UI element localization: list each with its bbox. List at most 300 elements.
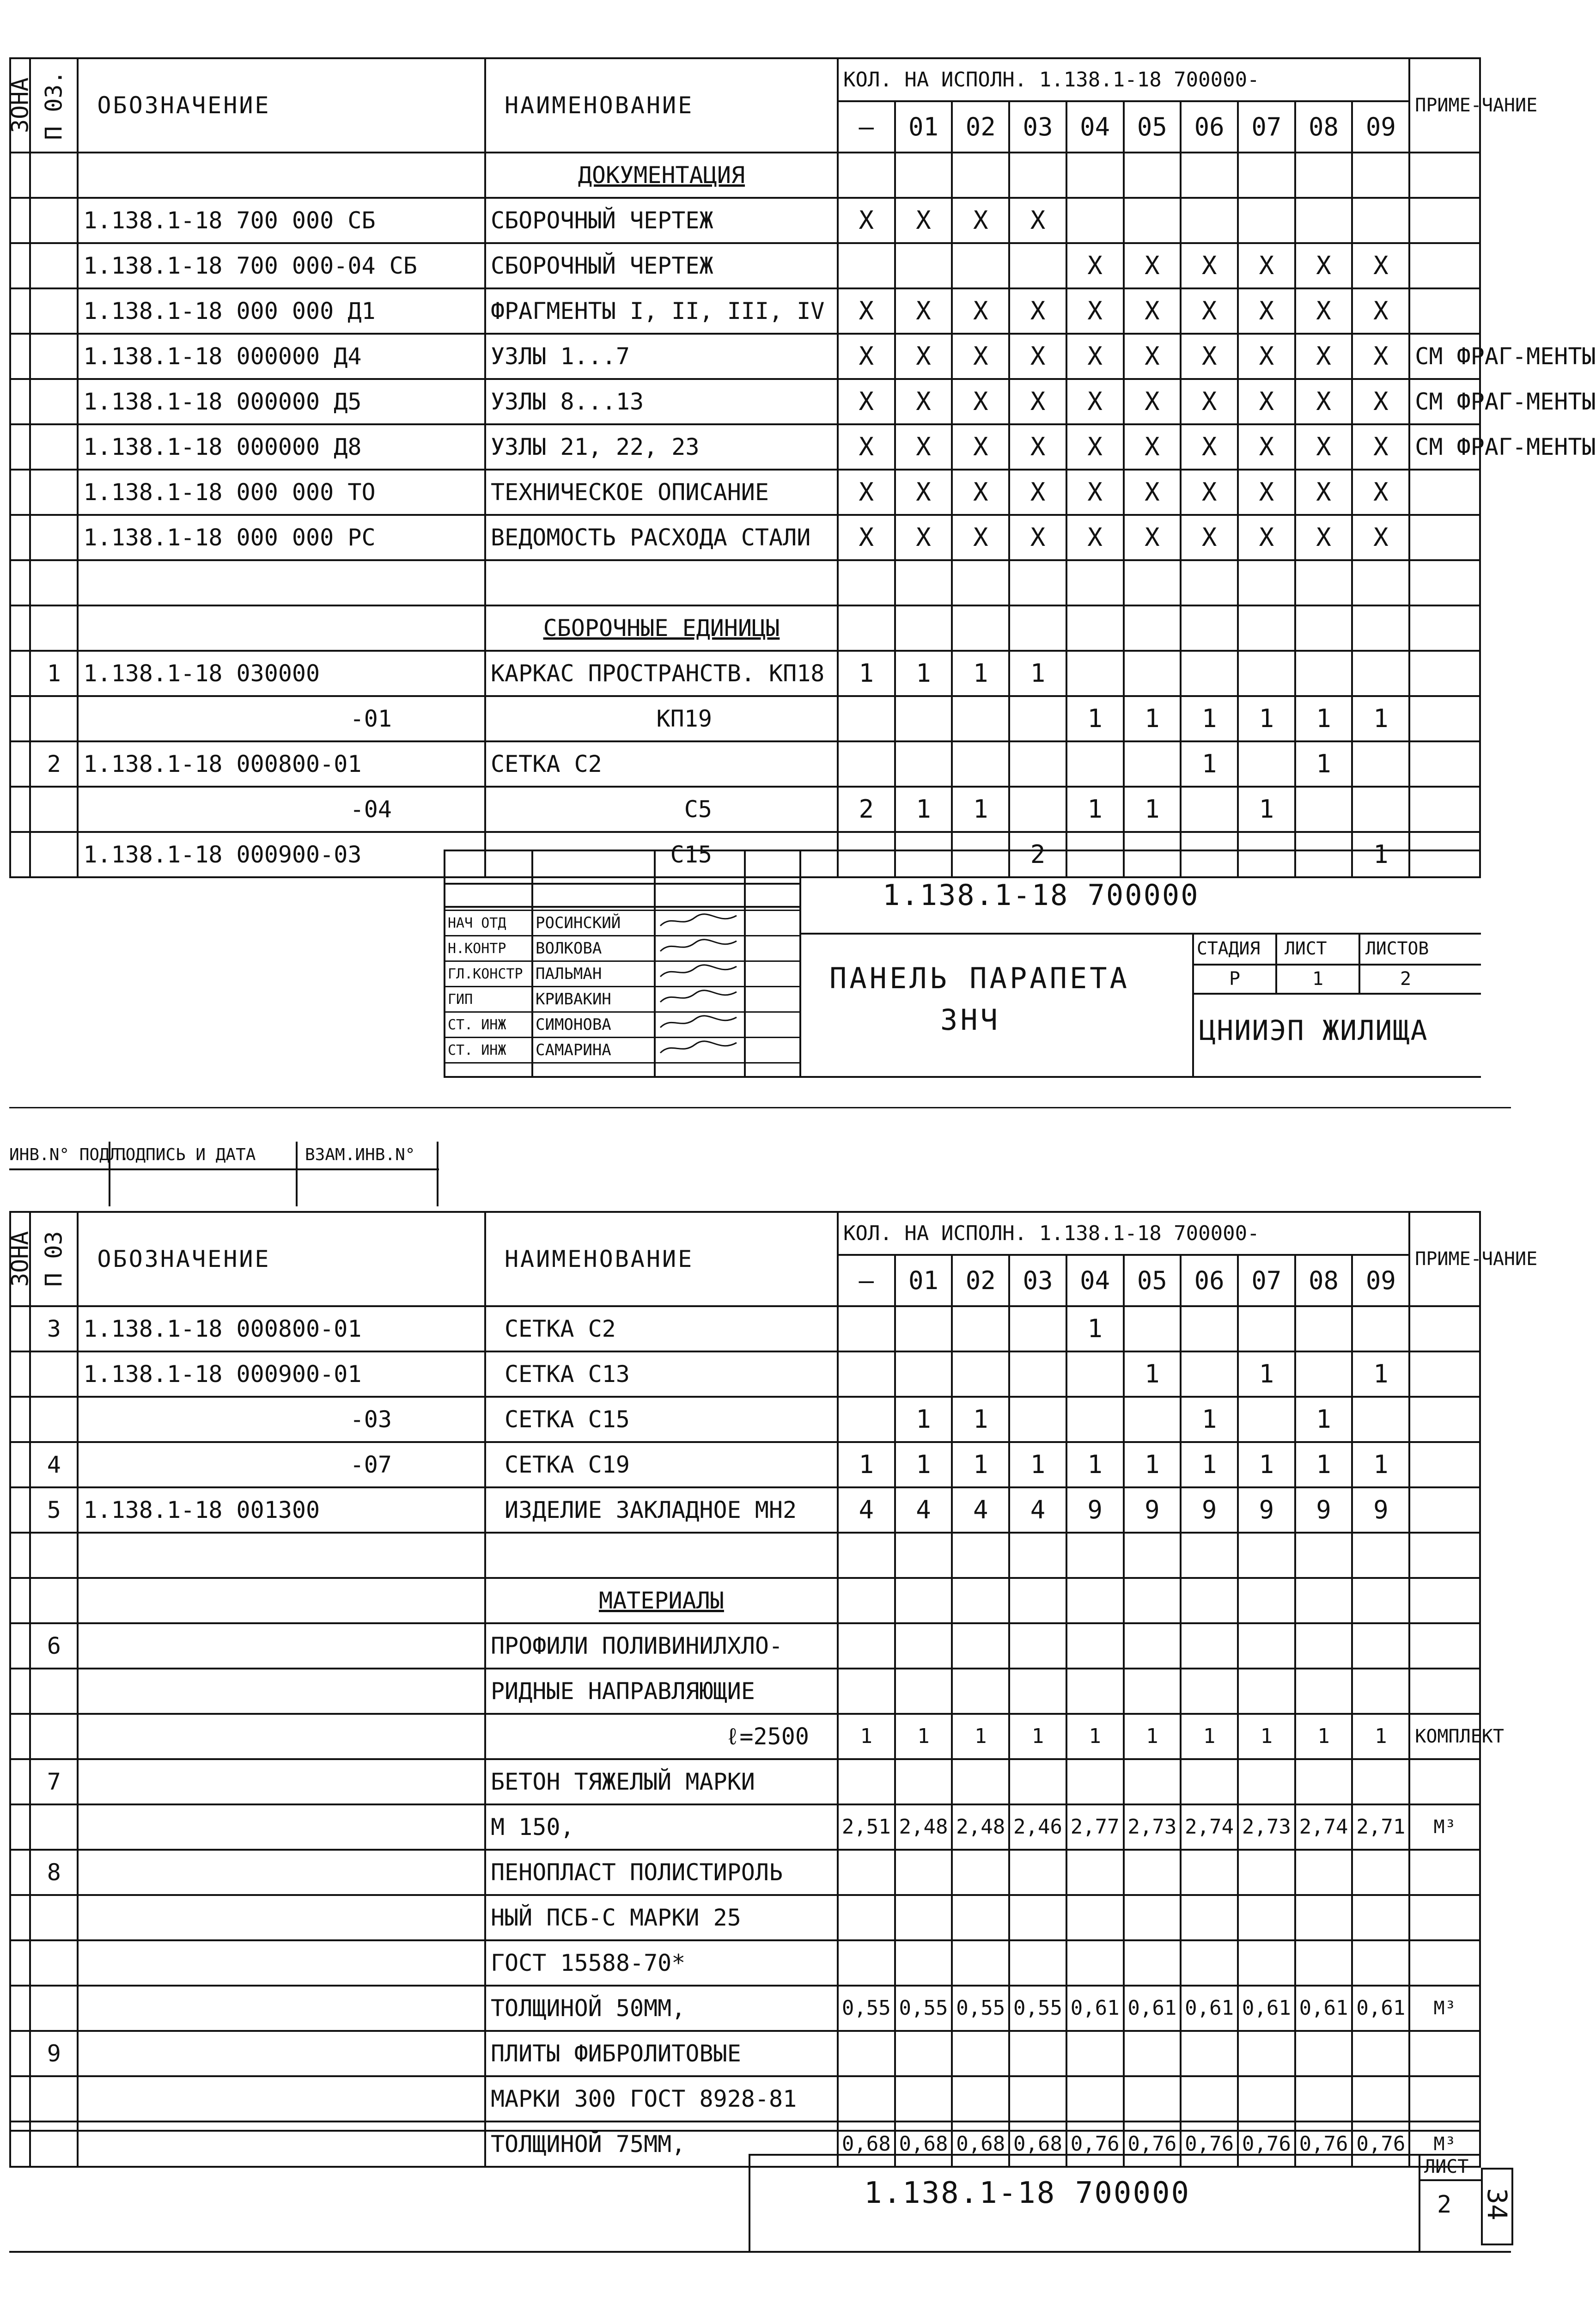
qty-cell: 0,61: [1066, 1986, 1124, 2031]
note-cell: [1409, 1397, 1480, 1442]
cell: [10, 1669, 30, 1714]
name-cell: ГОСТ 15588-70*: [485, 1940, 838, 1986]
staff-name: ВОЛКОВА: [532, 936, 655, 961]
qty-cell: [1124, 1759, 1181, 1804]
header-row: [10, 1212, 1480, 1255]
qty-cell: [1295, 1306, 1352, 1351]
qty-cell: X: [895, 198, 952, 243]
qty-cell: X: [1238, 424, 1295, 470]
staff-role: ГИП: [445, 987, 532, 1012]
qty-cell: [1238, 1850, 1295, 1895]
qty-cell: 1: [952, 1442, 1009, 1487]
cell: [838, 1578, 895, 1623]
qty-cell: 1: [895, 787, 952, 832]
qty-cell: 0,76: [1238, 2121, 1295, 2167]
qty-cell: X: [895, 515, 952, 560]
qty-cell: [1009, 1397, 1066, 1442]
qty-cell: [952, 2076, 1009, 2121]
table-row: [10, 1669, 1480, 1714]
cell: [1066, 1533, 1124, 1578]
note-cell: [1409, 1895, 1480, 1940]
name-cell: ИЗДЕЛИЕ ЗАКЛАДНОЕ МН2: [485, 1487, 838, 1533]
note-cell: [1409, 1623, 1480, 1669]
qty-cell: [895, 1306, 952, 1351]
variant-header: 08: [1295, 1255, 1352, 1306]
name-cell: СБОРОЧНЫЙ ЧЕРТЕЖ: [485, 243, 838, 288]
cell: [1124, 1578, 1181, 1623]
qty-cell: [838, 1623, 895, 1669]
qty-cell: X: [1181, 379, 1238, 424]
qty-cell: 0,76: [1295, 2121, 1352, 2167]
qty-cell: 1: [1181, 696, 1238, 741]
qty-cell: 0,61: [1238, 1986, 1295, 2031]
pos-cell: 7: [30, 1759, 78, 1804]
title-name-line2: ЗНЧ: [940, 1003, 1000, 1037]
variant-header: 07: [1238, 1255, 1295, 1306]
note-cell: [1409, 1351, 1480, 1397]
qty-cell: 1: [1295, 741, 1352, 787]
cell: [78, 1986, 485, 2031]
staff-role: Н.КОНТР: [445, 936, 532, 961]
variant-header: 05: [1124, 101, 1181, 153]
qty-cell: [1181, 1306, 1238, 1351]
cell: [10, 1850, 30, 1895]
table-row: [10, 1986, 1480, 2031]
qty-cell: 1: [838, 1714, 895, 1759]
cell: [10, 1895, 30, 1940]
qty-cell: [1295, 2076, 1352, 2121]
qty-cell: [838, 1397, 895, 1442]
note-header: ПРИМЕ-ЧАНИЕ: [1409, 58, 1480, 153]
cell: [952, 1578, 1009, 1623]
cell: [78, 1533, 485, 1578]
table-row: [10, 2076, 1480, 2121]
stamp-sign-label: ПОДПИСЬ И ДАТА: [116, 1145, 256, 1164]
variant-header: —: [838, 1255, 895, 1306]
qty-cell: [952, 1623, 1009, 1669]
qty-cell: [838, 1669, 895, 1714]
cell: [1066, 1578, 1124, 1623]
qty-cell: 4: [895, 1487, 952, 1533]
note-cell: СМ ФРАГ-МЕНТЫ: [1409, 379, 1480, 424]
name-cell: РИДНЫЕ НАПРАВЛЯЮЩИЕ: [485, 1669, 838, 1714]
qty-cell: X: [952, 470, 1009, 515]
variant-header: 09: [1352, 101, 1409, 153]
qty-cell: [1009, 1351, 1066, 1397]
qty-cell: X: [1066, 288, 1124, 334]
footer-sheet-label: ЛИСТ: [1424, 2156, 1469, 2177]
note-cell: М³: [1409, 2121, 1480, 2167]
staff-name: КРИВАКИН: [532, 987, 655, 1012]
qty-cell: X: [1181, 288, 1238, 334]
note-cell: [1409, 1442, 1480, 1487]
pos-cell: 4: [30, 1442, 78, 1487]
qty-cell: 1: [952, 651, 1009, 696]
name-cell: ФРАГМЕНТЫ I, II, III, IV: [485, 288, 838, 334]
cell: [1409, 1578, 1480, 1623]
designation-cell: 1.138.1-18 001300: [78, 1487, 485, 1533]
qty-cell: X: [1352, 470, 1409, 515]
cell: [10, 2121, 30, 2167]
qty-cell: [1295, 1623, 1352, 1669]
qty-cell: [1181, 1759, 1238, 1804]
qty-cell: [895, 1850, 952, 1895]
zone-cell: [10, 1306, 30, 1351]
qty-cell: 2,71: [1352, 1804, 1409, 1850]
qty-cell: 0,68: [952, 2121, 1009, 2167]
qty-cell: [895, 1623, 952, 1669]
qty-cell: X: [1352, 424, 1409, 470]
qty-cell: [1124, 1623, 1181, 1669]
qty-cell: [1124, 1669, 1181, 1714]
staff-role: СТ. ИНЖ: [445, 1012, 532, 1038]
designation-cell: 1.138.1-18 000000 Д4: [78, 334, 485, 379]
stamp-inv-label: ИНВ.N° ПОДЛ.: [9, 1145, 130, 1164]
qty-cell: [1181, 1623, 1238, 1669]
qty-cell: [838, 1306, 895, 1351]
qty-cell: [1238, 2076, 1295, 2121]
qty-cell: [838, 2031, 895, 2076]
qty-cell: 1: [1066, 1306, 1124, 1351]
note-cell: [1409, 1850, 1480, 1895]
qty-cell: [895, 1351, 952, 1397]
cell: [1238, 1578, 1295, 1623]
spec-table-bottom: [6, 1211, 1538, 2168]
qty-cell: [1238, 1306, 1295, 1351]
qty-cell: 1: [1181, 1442, 1238, 1487]
staff-name: СИМОНОВА: [532, 1012, 655, 1038]
qty-cell: X: [895, 379, 952, 424]
qty-cell: 1: [838, 651, 895, 696]
staff-name: САМАРИНА: [532, 1038, 655, 1063]
qty-cell: 9: [1181, 1487, 1238, 1533]
qty-cell: [1181, 1669, 1238, 1714]
staff-name: РОСИНСКИЙ: [532, 911, 655, 936]
table-row: [10, 1306, 1480, 1351]
variant-header: 01: [895, 1255, 952, 1306]
cell: [78, 1850, 485, 1895]
qty-cell: X: [1066, 243, 1124, 288]
variant-header: 09: [1352, 1255, 1409, 1306]
cell: [1009, 1533, 1066, 1578]
name-cell: КАРКАС ПРОСТРАНСТВ. КП18: [485, 651, 838, 696]
qty-cell: 1: [1352, 1442, 1409, 1487]
qty-cell: 4: [952, 1487, 1009, 1533]
qty-cell: [895, 1895, 952, 1940]
note-cell: [1409, 1940, 1480, 1986]
designation-cell: 1.138.1-18 000 000 Д1: [78, 288, 485, 334]
qty-cell: [838, 2076, 895, 2121]
table-row: [10, 1804, 1480, 1850]
qty-cell: [1066, 1895, 1124, 1940]
cell: [1181, 1533, 1238, 1578]
note-cell: [1409, 2031, 1480, 2076]
organization: ЦНИИЭП ЖИЛИЩА: [1199, 1015, 1428, 1047]
qty-cell: X: [895, 470, 952, 515]
pos-cell: 8: [30, 1850, 78, 1895]
qty-cell: 9: [1066, 1487, 1124, 1533]
qty-cell: [1352, 1759, 1409, 1804]
qty-cell: 4: [1009, 1487, 1066, 1533]
qty-cell: 1: [1238, 1714, 1295, 1759]
cell: [10, 1578, 30, 1623]
name-cell: КП19: [485, 696, 838, 741]
cell: [1009, 1578, 1066, 1623]
variant-header: —: [838, 101, 895, 153]
qty-cell: [1009, 1850, 1066, 1895]
qty-cell: X: [1124, 424, 1181, 470]
note-cell: М³: [1409, 1986, 1480, 2031]
qty-cell: [1181, 2031, 1238, 2076]
variant-header: 02: [952, 101, 1009, 153]
qty-cell: X: [1295, 379, 1352, 424]
zone-header: ЗОНА: [10, 58, 30, 153]
pos-header: П 03.: [30, 58, 78, 153]
qty-cell: [1066, 2031, 1124, 2076]
qty-cell: 0,76: [1352, 2121, 1409, 2167]
sheet-label: ЛИСТ: [1285, 938, 1327, 959]
qty-cell: 1: [895, 1714, 952, 1759]
pos-cell: [30, 1351, 78, 1397]
cell: [10, 1533, 30, 1578]
qty-cell: X: [1181, 515, 1238, 560]
empty-row: [10, 1533, 1480, 1578]
designation-cell: 1.138.1-18 000900-01: [78, 1351, 485, 1397]
qty-cell: 1: [1009, 1714, 1066, 1759]
cell: [485, 1533, 838, 1578]
qty-cell: 0,61: [1352, 1986, 1409, 2031]
name-cell: ТОЛЩИНОЙ 50ММ,: [485, 1986, 838, 2031]
cell: [78, 1940, 485, 1986]
qty-cell: 9: [1295, 1487, 1352, 1533]
qty-cell: [1295, 1940, 1352, 1986]
cell: [78, 1895, 485, 1940]
qty-cell: [1066, 1850, 1124, 1895]
title-code: 1.138.1-18 700000: [883, 878, 1200, 912]
name-header: НАИМЕНОВАНИЕ: [485, 1212, 838, 1306]
qty-cell: X: [1238, 379, 1295, 424]
qty-cell: [1009, 1759, 1066, 1804]
qty-cell: [1181, 1940, 1238, 1986]
qty-cell: 0,61: [1124, 1986, 1181, 2031]
qty-cell: X: [838, 334, 895, 379]
qty-cell: [1066, 1759, 1124, 1804]
designation-header: ОБОЗНАЧЕНИЕ: [78, 58, 485, 153]
qty-cell: X: [1295, 515, 1352, 560]
pos-cell: [30, 1986, 78, 2031]
qty-cell: 0,68: [895, 2121, 952, 2167]
name-cell: СБОРОЧНЫЙ ЧЕРТЕЖ: [485, 198, 838, 243]
footer-sheet-value: 2: [1437, 2191, 1452, 2219]
variant-header: 06: [1181, 1255, 1238, 1306]
designation-cell: 1.138.1-18 700 000-04 СБ: [78, 243, 485, 288]
note-cell: СМ ФРАГ-МЕНТЫ: [1409, 334, 1480, 379]
qty-cell: 0,68: [1009, 2121, 1066, 2167]
qty-cell: 1: [1295, 696, 1352, 741]
qty-cell: [1124, 1397, 1181, 1442]
qty-cell: [1238, 1397, 1295, 1442]
qty-cell: X: [1238, 515, 1295, 560]
qty-cell: X: [1009, 470, 1066, 515]
cell: [1295, 1578, 1352, 1623]
quantity-header: КОЛ. НА ИСПОЛН. 1.138.1-18 700000-: [838, 1212, 1409, 1255]
page-mark: 34: [1481, 2188, 1513, 2220]
qty-cell: 1: [1181, 741, 1238, 787]
name-cell: ПЕНОПЛАСТ ПОЛИСТИРОЛЬ: [485, 1850, 838, 1895]
qty-cell: 2,48: [895, 1804, 952, 1850]
qty-cell: [1181, 1895, 1238, 1940]
qty-cell: X: [1238, 243, 1295, 288]
qty-cell: X: [1066, 470, 1124, 515]
cell: [78, 1669, 485, 1714]
qty-cell: X: [1352, 288, 1409, 334]
designation-cell: 1.138.1-18 000000 Д5: [78, 379, 485, 424]
qty-cell: 1: [1295, 1442, 1352, 1487]
qty-cell: [1009, 2031, 1066, 2076]
qty-cell: [1352, 1623, 1409, 1669]
qty-cell: [895, 2031, 952, 2076]
note-cell: КОМПЛЕКТ: [1409, 1714, 1480, 1759]
cell: [895, 1578, 952, 1623]
qty-cell: [1238, 1940, 1295, 1986]
table-row: [10, 1895, 1480, 1940]
qty-cell: X: [1352, 515, 1409, 560]
name-cell: СЕТКА С13: [485, 1351, 838, 1397]
qty-cell: [1066, 1669, 1124, 1714]
qty-cell: 2,48: [952, 1804, 1009, 1850]
designation-cell: 1.138.1-18 000000 Д8: [78, 424, 485, 470]
qty-cell: [838, 1850, 895, 1895]
title-name-line1: ПАНЕЛЬ ПАРАПЕТА: [829, 961, 1130, 995]
qty-cell: [1352, 1850, 1409, 1895]
qty-cell: 2,73: [1124, 1804, 1181, 1850]
qty-cell: 1: [1238, 1442, 1295, 1487]
qty-cell: X: [1066, 424, 1124, 470]
pos-cell: [30, 1714, 78, 1759]
qty-cell: [895, 1940, 952, 1986]
pos-cell: [30, 1895, 78, 1940]
name-cell: СЕТКА С19: [485, 1442, 838, 1487]
qty-cell: [1295, 1895, 1352, 1940]
qty-cell: X: [1295, 470, 1352, 515]
qty-cell: [838, 1351, 895, 1397]
qty-cell: [1066, 1351, 1124, 1397]
qty-cell: 1: [1009, 1442, 1066, 1487]
pos-cell: 9: [30, 2031, 78, 2076]
table-row: [10, 1623, 1480, 1669]
qty-cell: [1295, 1850, 1352, 1895]
qty-cell: X: [838, 288, 895, 334]
qty-cell: [1181, 1351, 1238, 1397]
zone-cell: [10, 1487, 30, 1533]
pos-cell: [30, 1804, 78, 1850]
qty-cell: 2,74: [1181, 1804, 1238, 1850]
cell: [30, 1578, 78, 1623]
qty-cell: [1238, 1669, 1295, 1714]
qty-cell: X: [895, 334, 952, 379]
name-cell: СЕТКА С2: [485, 1306, 838, 1351]
designation-cell: 1.138.1-18 000 000 РС: [78, 515, 485, 560]
qty-cell: 1: [1066, 696, 1124, 741]
qty-cell: X: [838, 379, 895, 424]
qty-cell: 1: [1009, 651, 1066, 696]
qty-cell: 1: [1066, 787, 1124, 832]
designation-cell: 1.138.1-18 000 000 ТО: [78, 470, 485, 515]
qty-cell: 0,76: [1124, 2121, 1181, 2167]
qty-cell: X: [1295, 424, 1352, 470]
cell: [10, 2076, 30, 2121]
qty-cell: [1124, 1940, 1181, 1986]
qty-cell: [952, 1895, 1009, 1940]
qty-cell: [952, 1759, 1009, 1804]
qty-cell: 1: [1352, 1714, 1409, 1759]
qty-cell: 1: [1124, 1442, 1181, 1487]
stage-value: Р: [1229, 968, 1241, 990]
zone-cell: [10, 1397, 30, 1442]
designation-cell: 1.138.1-18 000800-01: [78, 1306, 485, 1351]
note-cell: [1409, 1306, 1480, 1351]
name-cell: УЗЛЫ 1...7: [485, 334, 838, 379]
qty-cell: [1124, 1306, 1181, 1351]
footer-code: 1.138.1-18 700000: [864, 2176, 1191, 2210]
qty-cell: X: [1295, 243, 1352, 288]
note-cell: [1409, 2076, 1480, 2121]
qty-cell: 1: [1238, 787, 1295, 832]
quantity-header: КОЛ. НА ИСПОЛН. 1.138.1-18 700000-: [838, 58, 1409, 101]
pos-cell: 6: [30, 1623, 78, 1669]
qty-cell: [1238, 1895, 1295, 1940]
pos-cell: [30, 1940, 78, 1986]
name-cell: МАРКИ 300 ГОСТ 8928-81: [485, 2076, 838, 2121]
qty-cell: 1: [1066, 1714, 1124, 1759]
cell: [1409, 1533, 1480, 1578]
cell: [10, 1623, 30, 1669]
qty-cell: [838, 1895, 895, 1940]
name-cell: УЗЛЫ 21, 22, 23: [485, 424, 838, 470]
cell: [1352, 1533, 1409, 1578]
name-cell: М 150,: [485, 1804, 838, 1850]
qty-cell: [895, 1669, 952, 1714]
section-assembly-units: СБОРОЧНЫЕ ЕДИНИЦЫ: [485, 605, 838, 651]
table-row: [10, 1714, 1480, 1759]
qty-cell: X: [1009, 424, 1066, 470]
qty-cell: 2,46: [1009, 1804, 1066, 1850]
variant-header: 08: [1295, 101, 1352, 153]
qty-cell: X: [1124, 515, 1181, 560]
zone-cell: [10, 1351, 30, 1397]
pos-cell: 2: [30, 741, 78, 787]
table-row: [10, 1442, 1480, 1487]
qty-cell: 0,61: [1181, 1986, 1238, 2031]
qty-cell: 2,77: [1066, 1804, 1124, 1850]
qty-cell: X: [1124, 243, 1181, 288]
note-cell: [1409, 1759, 1480, 1804]
qty-cell: [952, 1306, 1009, 1351]
designation-cell: -03: [78, 1397, 485, 1442]
cell: [1295, 1533, 1352, 1578]
qty-cell: 1: [952, 1714, 1009, 1759]
name-cell: ПЛИТЫ ФИБРОЛИТОВЫЕ: [485, 2031, 838, 2076]
qty-cell: [838, 1759, 895, 1804]
qty-cell: [1352, 1940, 1409, 1986]
cell: [78, 2031, 485, 2076]
qty-cell: [1009, 1669, 1066, 1714]
qty-cell: [1295, 1669, 1352, 1714]
qty-cell: 0,61: [1295, 1986, 1352, 2031]
variant-header: 01: [895, 101, 952, 153]
qty-cell: [838, 1940, 895, 1986]
qty-cell: [1066, 1623, 1124, 1669]
